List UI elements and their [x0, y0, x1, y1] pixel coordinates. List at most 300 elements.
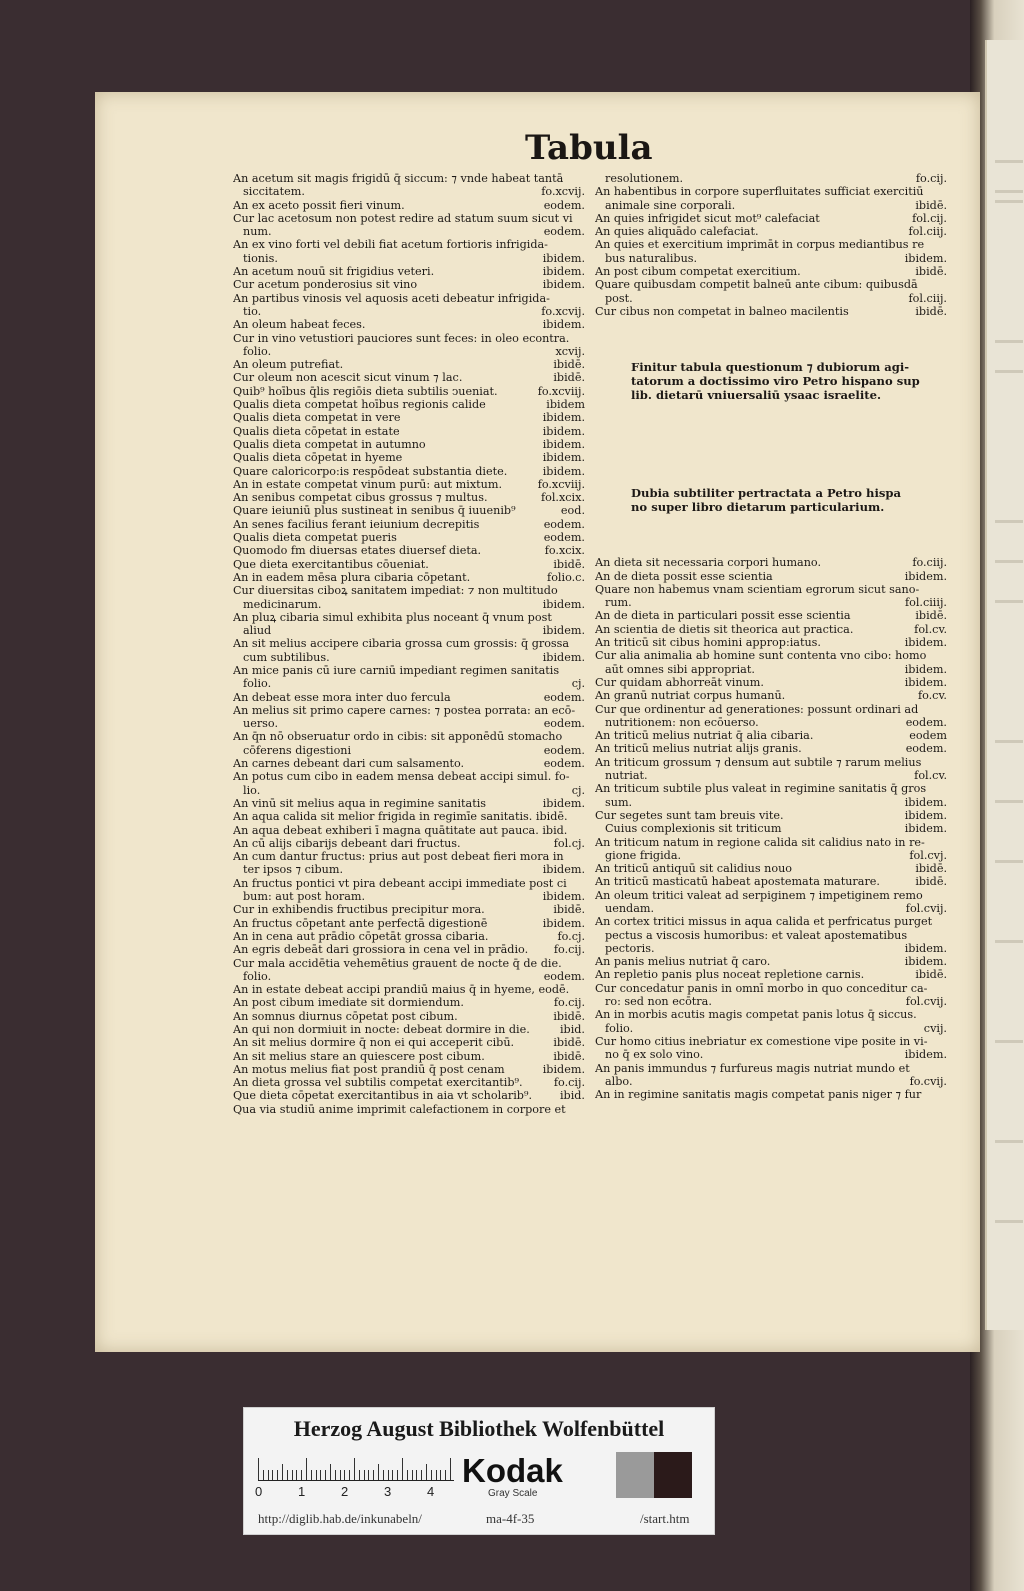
entry-text: An acetum sit magis frigidū q̄ siccum: ⁊ vnde habeat tantā — [233, 172, 564, 185]
entry-reference: eodem. — [543, 743, 585, 757]
ruler-tick — [402, 1458, 403, 1480]
entry-text: Cur alia animalia ab homine sunt contenta vno cibo: homo — [595, 649, 927, 663]
source-url: http://diglib.hab.de/inkunabeln/ — [258, 1511, 422, 1526]
index-entry — [233, 212, 585, 225]
entry-text: An quies et exercitium imprimāt in corpus mediantibus re — [595, 238, 925, 252]
index-entry — [233, 292, 585, 305]
digitization-target — [243, 1407, 715, 1535]
entry-reference: ibidem. — [542, 650, 585, 664]
ruler-tick — [263, 1470, 264, 1480]
entry-text: An sit melius stare an quiescere post cibum. — [233, 1049, 485, 1063]
index-entry — [233, 784, 585, 797]
index-entry — [595, 212, 947, 225]
entry-text: An in estate competat vinum purū: aut mixtum. — [233, 477, 502, 491]
entry-text: An ex aceto possit fieri vinum. — [233, 198, 405, 212]
entry-reference: fol.xcix. — [540, 491, 585, 505]
index-entry — [233, 704, 585, 717]
ruler-tick — [349, 1470, 350, 1480]
index-entry — [233, 332, 585, 345]
index-entry — [233, 491, 585, 504]
index-entry — [233, 1063, 585, 1076]
entry-text: no q̄ ex solo vino. — [605, 1048, 704, 1062]
colophon-note — [595, 360, 947, 402]
entry-text: An senibus competat cibus grossus ⁊ multus. — [233, 491, 488, 505]
ruler-tick — [359, 1470, 360, 1480]
entry-reference: ibidē. — [553, 371, 585, 385]
entry-text: An cortex tritici missus in aqua calida et perfricatus purget — [595, 915, 933, 929]
index-entry — [233, 943, 585, 956]
entry-text: Qualis dieta competat in autumno — [233, 437, 426, 451]
entry-text: Cur oleum non acescit sicut vinum ⁊ lac. — [233, 371, 463, 385]
entry-reference: ibidem. — [542, 318, 585, 332]
index-entry — [233, 624, 585, 637]
index-entry — [595, 822, 947, 835]
index-entry — [233, 345, 585, 358]
entry-text: Cur in vino vetustiori pauciores sunt feces: in oleo econtra. — [233, 331, 570, 345]
entry-reference: ibidem. — [542, 411, 585, 425]
bleed-through-mark — [995, 860, 1023, 863]
entry-reference: ibidem. — [542, 451, 585, 465]
entry-reference: ibidem. — [904, 569, 947, 583]
ruler-number: 4 — [427, 1484, 435, 1499]
entry-text: pectoris. — [605, 941, 655, 955]
entry-reference: ibidē. — [915, 862, 947, 876]
index-entry — [233, 691, 585, 704]
entry-reference: ibidē. — [553, 1036, 585, 1050]
entry-reference: ibidem. — [904, 662, 947, 676]
entry-text: An post cibum imediate sit dormiendum. — [233, 996, 464, 1010]
entry-text: An partibus vinosis vel aquosis aceti debeatur infrigida- — [233, 291, 550, 305]
index-entry — [595, 172, 947, 185]
bleed-through-mark — [995, 520, 1023, 523]
index-entry — [595, 252, 947, 265]
index-entry — [595, 1035, 947, 1048]
index-entry — [595, 570, 947, 583]
entry-text: An in cena aut prādio cōpetāt grossa cibaria. — [233, 929, 489, 943]
index-entry — [595, 982, 947, 995]
note-line: Finitur tabula questionum ⁊ dubiorum agi- — [631, 360, 910, 375]
entry-text: An quies infrigidet sicut mot⁹ calefaciat — [595, 211, 820, 225]
entry-text: An aqua calida sit melior frigida in regimīe sanitatis. ibidē. — [233, 810, 568, 824]
entry-text: An vinū sit melius aqua in regimine sanitatis — [233, 796, 487, 810]
entry-text: Cur que ordinentur ad generationes: possunt ordinari ad — [595, 702, 919, 716]
entry-text: An dieta sit necessaria corpori humano. — [595, 556, 822, 570]
bleed-through-mark — [995, 740, 1023, 743]
entry-text: Qualis dieta cōpetat in estate — [233, 424, 400, 438]
index-entry — [233, 1103, 585, 1116]
entry-text: An sit melius dormire q̄ non ei qui acceperit cibū. — [233, 1036, 515, 1050]
entry-text: Cur in exhibendis fructibus precipitur mora. — [233, 903, 485, 917]
bleed-through-mark — [995, 940, 1023, 943]
index-entry — [595, 942, 947, 955]
entry-text: folio. — [243, 969, 272, 983]
ruler-tick — [412, 1470, 413, 1480]
ruler — [258, 1454, 454, 1481]
index-entry — [233, 637, 585, 650]
index-entry — [595, 636, 947, 649]
bleed-through-mark — [995, 200, 1023, 203]
entry-reference: eodem. — [543, 198, 585, 212]
entry-reference: ibidē. — [553, 557, 585, 571]
entry-text: Cur segetes sunt tam breuis vite. — [595, 808, 784, 822]
entry-text: Quare caloricorpo:is respōdeat substantia diete. — [233, 464, 508, 478]
ruler-number: 2 — [341, 1484, 349, 1499]
ruler-tick — [258, 1458, 259, 1480]
index-entry — [233, 677, 585, 690]
ruler-tick — [373, 1470, 374, 1480]
index-entry — [595, 1088, 947, 1101]
index-entry — [595, 623, 947, 636]
entry-text: Que dieta cōpetat exercitantibus in aia vt scholarib⁹. — [233, 1089, 532, 1103]
entry-reference: ibidē. — [553, 1009, 585, 1023]
entry-text: Quare ieiuniū plus sustineat in senibus q̄ iuuenib⁹ — [233, 504, 516, 518]
ruler-tick — [431, 1470, 432, 1480]
entry-text: uendam. — [605, 901, 655, 915]
index-entry — [233, 1076, 585, 1089]
shelfmark: ma-4f-35 — [486, 1511, 535, 1526]
index-entry — [595, 729, 947, 742]
start-link: /start.htm — [640, 1511, 690, 1526]
entry-text: tio. — [243, 304, 262, 318]
entry-text: An de dieta in particulari possit esse scientia — [595, 609, 851, 623]
entry-text: lio. — [243, 783, 261, 797]
entry-text: An qui non dormiuit in nocte: debeat dormire in die. — [233, 1023, 530, 1036]
bleed-through-mark — [995, 1040, 1023, 1043]
index-entry — [233, 1089, 585, 1102]
entry-text: An post cibum competat exercitium. — [595, 265, 801, 279]
spacer — [595, 318, 947, 360]
index-entry — [233, 598, 585, 611]
adjacent-page — [985, 40, 1024, 1330]
index-entry — [233, 544, 585, 557]
entry-text: An acetum nouū sit frigidius veteri. — [233, 265, 435, 279]
entry-reference: ibidem — [546, 398, 585, 412]
index-entry — [233, 1050, 585, 1063]
index-entry — [595, 1048, 947, 1061]
entry-reference: fo.cv. — [917, 689, 947, 703]
index-entry — [595, 862, 947, 875]
entry-reference: ibidem. — [542, 624, 585, 638]
entry-text: gione frigida. — [605, 848, 682, 862]
index-entry — [233, 358, 585, 371]
entry-text: bus naturalibus. — [605, 251, 698, 265]
entry-reference: fo.xcvij. — [541, 185, 585, 199]
entry-text: aūt omnes sibi appropriat. — [605, 662, 755, 676]
ruler-number: 1 — [298, 1484, 306, 1499]
index-entry — [233, 611, 585, 624]
entry-reference: ibidem. — [904, 636, 947, 650]
entry-reference: fol.cvij. — [905, 901, 947, 915]
index-entry — [595, 292, 947, 305]
entry-text: Cur acetum ponderosius sit vino — [233, 278, 418, 292]
index-entry — [233, 730, 585, 743]
index-entry — [233, 305, 585, 318]
entry-text: An dieta grossa vel subtilis competat exercitantib⁹. — [233, 1076, 523, 1090]
ruler-tick — [268, 1470, 269, 1480]
index-entry — [595, 809, 947, 822]
entry-text: Cur cibus non competat in balneo macilentis — [595, 304, 849, 318]
entry-reference: eodem. — [543, 717, 585, 731]
index-entry — [233, 398, 585, 411]
index-entry — [595, 836, 947, 849]
index-entry — [233, 717, 585, 730]
index-entry — [233, 917, 585, 930]
entry-reference: ibidem. — [542, 265, 585, 279]
index-entry — [233, 996, 585, 1009]
entry-reference: fo.cij. — [553, 1076, 585, 1090]
entry-text: An ex vino forti vel debili fiat acetum fortioris infrigida- — [233, 238, 548, 252]
gray-patch-light — [616, 1452, 654, 1498]
index-entry — [233, 1036, 585, 1049]
bleed-through-mark — [995, 340, 1023, 343]
entry-text: An panis melius nutriat q̄ caro. — [595, 955, 771, 969]
ruler-tick — [301, 1470, 302, 1480]
entry-text: albo. — [605, 1074, 633, 1088]
ruler-tick — [287, 1470, 288, 1480]
index-entry — [595, 915, 947, 928]
entry-reference: ibidem. — [904, 675, 947, 689]
index-entry — [595, 756, 947, 769]
index-entry — [233, 744, 585, 757]
index-entry — [233, 584, 585, 597]
entry-text: Cur homo citius inebriatur ex comestione vipe posite in vi- — [595, 1034, 928, 1048]
section-heading-note — [595, 486, 947, 514]
index-entry — [233, 438, 585, 451]
entry-text: An panis immundus ⁊ furfureus magis nutriat mundo et — [595, 1061, 910, 1075]
entry-text: Cur quidam abhorreāt vinum. — [595, 675, 764, 689]
ruler-tick — [364, 1470, 365, 1480]
index-entry — [233, 571, 585, 584]
index-entry — [233, 664, 585, 677]
note-line: no super libro dietarum particularium. — [631, 500, 885, 515]
entry-text: An granū nutriat corpus humanū. — [595, 689, 786, 703]
index-entry — [233, 199, 585, 212]
ruler-tick — [316, 1470, 317, 1480]
entry-reference: eodem. — [543, 969, 585, 983]
entry-text: folio. — [243, 344, 272, 358]
index-entry — [233, 837, 585, 850]
entry-reference: ibidē. — [915, 875, 947, 889]
index-entry — [595, 556, 947, 569]
index-entry — [595, 278, 947, 291]
entry-text: An triticum subtile plus valeat in regimine sanitatis q̄ gros — [595, 782, 927, 796]
entry-reference: ibidem. — [542, 278, 585, 292]
entry-reference: fol.cj. — [553, 836, 585, 850]
entry-text: An cū alijs cibarijs debeant dari fructus. — [233, 836, 461, 850]
entry-reference: ibidē. — [915, 609, 947, 623]
ruler-tick — [407, 1470, 408, 1480]
ruler-number: 3 — [384, 1484, 392, 1499]
bleed-through-mark — [995, 600, 1023, 603]
ruler-tick — [426, 1464, 427, 1480]
ruler-tick — [397, 1470, 398, 1480]
bleed-through-mark — [995, 560, 1023, 563]
index-entry — [595, 703, 947, 716]
ruler-tick — [368, 1470, 369, 1480]
index-entry — [233, 385, 585, 398]
entry-reference: eodem. — [543, 225, 585, 239]
index-entry — [233, 810, 585, 823]
entry-text: post. — [605, 291, 633, 305]
entry-reference: fo.xcix. — [544, 544, 585, 558]
entry-text: Qualis dieta competat in vere — [233, 411, 401, 425]
entry-text: An in regimine sanitatis magis competat panis niger ⁊ fur — [595, 1088, 922, 1102]
entry-reference: ibidem. — [904, 251, 947, 265]
entry-text: siccitatem. — [243, 185, 305, 199]
index-entry — [595, 583, 947, 596]
ruler-tick — [388, 1470, 389, 1480]
entry-text: Quib⁹ hoībus q̄lis regiōis dieta subtilis ↄueniat. — [233, 384, 498, 398]
entry-reference: fo.cij. — [553, 996, 585, 1010]
entry-reference: ibidem. — [542, 437, 585, 451]
entry-text: nutriat. — [605, 769, 648, 783]
entry-text: An in estate debeat accipi prandiū maius q̄ in hyeme, eodē. — [233, 983, 570, 997]
entry-reference: ibidem. — [542, 251, 585, 265]
entry-reference: eodem. — [543, 690, 585, 704]
ruler-tick — [325, 1470, 326, 1480]
index-entry — [595, 265, 947, 278]
entry-reference: ibidem. — [904, 1048, 947, 1062]
index-entry — [595, 849, 947, 862]
index-entry — [233, 770, 585, 783]
entry-reference: ibidem. — [542, 863, 585, 877]
index-entry — [595, 955, 947, 968]
left-column — [233, 172, 585, 1116]
index-entry — [595, 676, 947, 689]
entry-reference: fo.ciij. — [912, 556, 947, 570]
index-entry — [233, 863, 585, 876]
index-entry — [233, 757, 585, 770]
index-entry — [595, 238, 947, 251]
index-entry — [233, 531, 585, 544]
entry-reference: cj. — [571, 783, 585, 797]
index-entry — [595, 769, 947, 782]
ruler-tick — [272, 1470, 273, 1480]
index-entry — [233, 518, 585, 531]
entry-reference: ibidē. — [553, 903, 585, 917]
index-entry — [233, 504, 585, 517]
entry-reference: fol.cvij. — [905, 995, 947, 1009]
entry-reference: fol.cvj. — [909, 848, 947, 862]
entry-text: An quies aliquādo calefaciat. — [595, 225, 759, 239]
entry-text: An debeat esse mora inter duo fercula — [233, 690, 451, 704]
entry-reference: fo.xcvij. — [541, 304, 585, 318]
index-entry — [233, 172, 585, 185]
entry-text: An melius sit primo capere carnes: ⁊ postea porrata: an ecō- — [233, 703, 576, 717]
entry-reference: eodem. — [905, 742, 947, 756]
entry-text: Cur diuersitas ciboꝝ sanitatem impediat: ⁊ non multitudo — [233, 584, 558, 598]
bleed-through-mark — [995, 1140, 1023, 1143]
library-name: Herzog August Bibliothek Wolfenbüttel — [293, 1416, 665, 1441]
entry-text: An aqua debeat exhiberi ī magna quātitate aut pauca. ibid. — [233, 823, 568, 837]
entry-reference: fol.ciij. — [908, 225, 947, 239]
bleed-through-mark — [995, 800, 1023, 803]
index-entry — [595, 609, 947, 622]
entry-text: Qualis dieta competat pueris — [233, 531, 397, 545]
ruler-tick — [378, 1464, 379, 1480]
index-entry — [595, 875, 947, 888]
entry-reference: fol.ciiij. — [904, 596, 947, 610]
bleed-through-mark — [995, 1220, 1023, 1223]
entry-text: An senes facilius ferant ieiunium decrepitis — [233, 517, 480, 531]
entry-text: Cur lac acetosum non potest redire ad statum suum sicut vi — [233, 211, 573, 225]
entry-text: bum: aut post horam. — [243, 890, 366, 904]
entry-text: tionis. — [243, 251, 278, 265]
entry-text: aliud — [243, 624, 272, 638]
entry-reference: ibidem. — [542, 597, 585, 611]
entry-text: An pluꝝ cibaria simul exhibita plus noceant q̄ vnum post — [233, 610, 552, 624]
index-entry — [233, 185, 585, 198]
ruler-tick — [436, 1470, 437, 1480]
entry-text: uerso. — [243, 717, 279, 731]
bleed-through-mark — [995, 370, 1023, 373]
entry-text: cum subtilibus. — [243, 650, 330, 664]
index-entry — [595, 225, 947, 238]
entry-text: An triticū antiquū sit calidius nouo — [595, 862, 793, 876]
entry-text: An egris debeāt dari grossiora in cena vel in prādio. — [233, 943, 529, 957]
index-entry — [595, 596, 947, 609]
entry-text: An de dieta possit esse scientia — [595, 569, 773, 583]
entry-reference: ibidē. — [915, 265, 947, 279]
bleed-through-mark — [995, 190, 1023, 193]
book-page — [95, 92, 980, 1352]
entry-text: Cur concedatur panis in omnī morbo in quo conceditur ca- — [595, 981, 928, 995]
entry-text: resolutionem. — [605, 172, 684, 185]
entry-text: An sit melius accipere cibaria grossa cum grossis: q̄ grossa — [233, 637, 570, 651]
index-entry — [233, 651, 585, 664]
index-entry — [233, 1023, 585, 1036]
entry-text: An scientia de dietis sit theorica aut practica. — [595, 622, 854, 636]
entry-text: An motus melius fiat post prandiū q̄ post cenam — [233, 1062, 505, 1076]
index-entry — [595, 1075, 947, 1088]
ruler-number: 0 — [255, 1484, 263, 1499]
entry-reference: eod. — [560, 504, 585, 518]
index-entry — [233, 225, 585, 238]
index-entry — [233, 877, 585, 890]
ruler-tick — [277, 1470, 278, 1480]
entry-reference: ibidē. — [915, 304, 947, 318]
entry-text: An q̄n nō obseruatur ordo in cibis: sit apponēdū stomacho — [233, 730, 563, 744]
entry-text: Qualis dieta cōpetat in hyeme — [233, 451, 403, 465]
page-title: Tabula — [525, 128, 653, 168]
entry-reference: ibidē. — [553, 1049, 585, 1063]
entry-text: folio. — [605, 1021, 634, 1035]
entry-text: An triticum natum in regione calida sit calidius nato in re- — [595, 835, 925, 849]
entry-text: animale sine corporali. — [605, 198, 736, 212]
index-entry — [233, 265, 585, 278]
ruler-tick — [354, 1458, 355, 1480]
index-entry — [233, 850, 585, 863]
index-entry — [233, 451, 585, 464]
right-column — [595, 172, 947, 1101]
ruler-tick — [421, 1470, 422, 1480]
ruler-tick — [292, 1470, 293, 1480]
entry-text: An triticū sit cibus homini approp:iatus. — [595, 636, 821, 650]
ruler-tick — [383, 1470, 384, 1480]
entry-text: Qua via studiū anime imprimit calefactionem in corpore et — [233, 1102, 566, 1116]
entry-text: num. — [243, 225, 272, 239]
index-entry — [233, 478, 585, 491]
entry-text: An mice panis cū iure carniū impediant regimen sanitatis — [233, 663, 560, 677]
entry-reference: eodem — [909, 729, 947, 743]
index-entry — [595, 1022, 947, 1035]
entry-text: Quare non habemus vnam scientiam egrorum sicut sano- — [595, 582, 920, 596]
entry-reference: folio.c. — [547, 570, 585, 584]
entry-text: rum. — [605, 596, 632, 610]
kodak-logo: Kodak — [462, 1452, 563, 1489]
index-entry — [233, 903, 585, 916]
entry-reference: ibidem. — [542, 464, 585, 478]
